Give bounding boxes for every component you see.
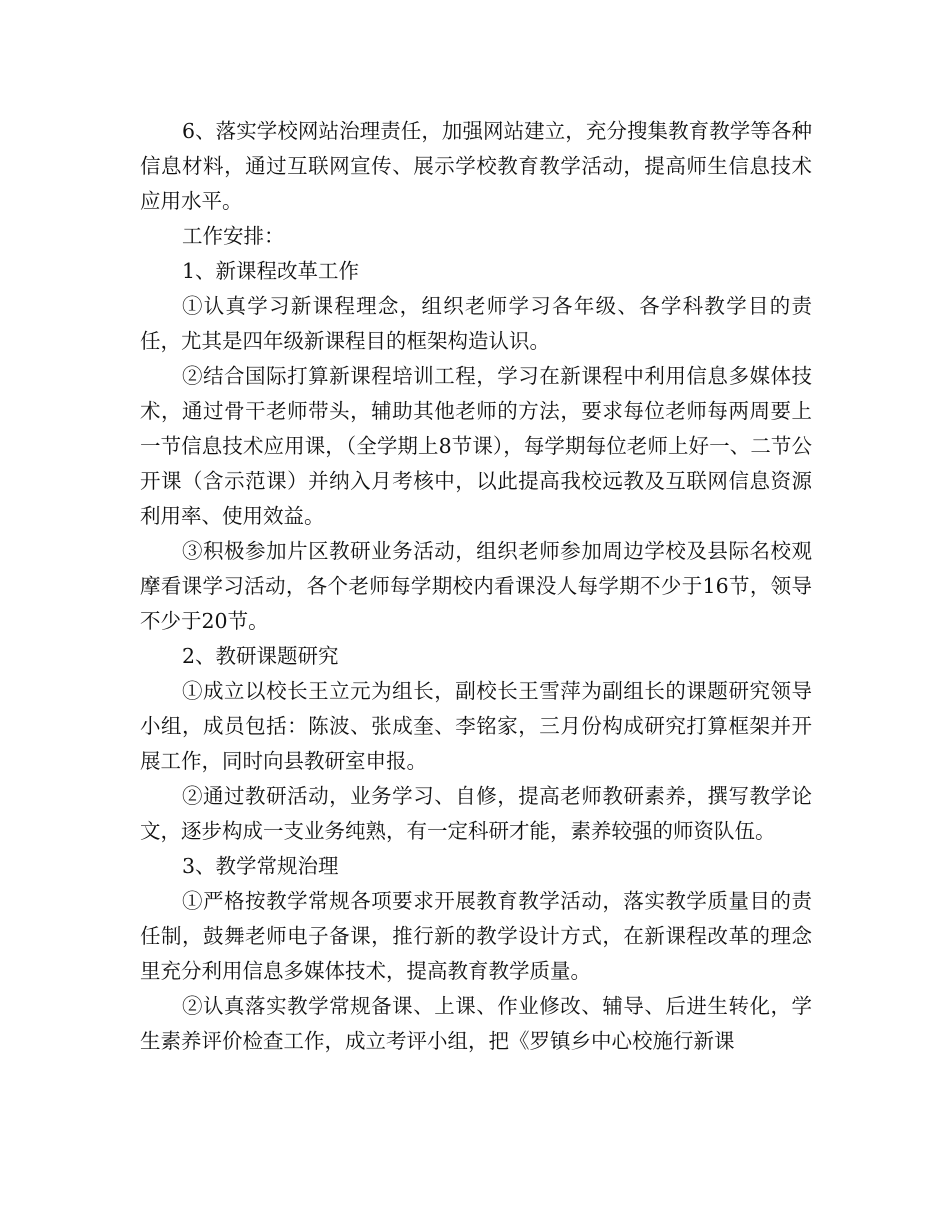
paragraph-teacher-development: ②通过教研活动，业务学习、自修，提高老师教研素养，撰写教学论文，逐步构成一支业务纯熟，有一定科研才能，素养较强的师资队伍。 <box>140 784 812 843</box>
paragraph-routine-inspection: ②认真落实教学常规备课、上课、作业修改、辅导、后进生转化，学生素养评价检查工作，成立考评小组，把《罗镇乡中心校施行新课 <box>140 994 812 1053</box>
heading-curriculum-reform: 1、新课程改革工作 <box>182 259 360 283</box>
paragraph-multimedia-training: ②结合国际打算新课程培训工程，学习在新课程中利用信息多媒体技术，通过骨干老师带头，辅助其他老师的方法，要求每位老师每两周要上一节信息技术应用课，（全学期上8节课），每学期每位老师上好一、二节公开课（含示范课）并纳入月考核中，以此提高我校远教及互联网信息资源利用率、使用效益。 <box>140 364 812 528</box>
document-page <box>140 114 812 1059</box>
paragraph-observation-classes: ③积极参加片区教研业务活动，组织老师参加周边学校及县际名校观摩看课学习活动，各个老师每学期校内看课没人每学期不少于16节，领导不少于20节。 <box>140 539 812 633</box>
paragraph-website-management: 6、落实学校网站治理责任，加强网站建立，充分搜集教育教学等各种信息材料，通过互联网宣传、展示学校教育教学活动，提高师生信息技术应用水平。 <box>140 119 812 213</box>
paragraph-curriculum-study: ①认真学习新课程理念，组织老师学习各年级、各学科教学目的责任，尤其是四年级新课程目的框架构造认识。 <box>140 294 812 353</box>
heading-work-arrangement: 工作安排： <box>182 224 285 248</box>
paragraph-research-group: ①成立以校长王立元为组长，副校长王雪萍为副组长的课题研究领导小组，成员包括：陈波、张成奎、李铭家，三月份构成研究打算框架并开展工作，同时向县教研室申报。 <box>140 679 812 773</box>
paragraph-quality-responsibility: ①严格按教学常规各项要求开展教育教学活动，落实教学质量目的责任制，鼓舞老师电子备课，推行新的教学设计方式，在新课程改革的理念里充分利用信息多媒体技术，提高教育教学质量。 <box>140 889 812 983</box>
heading-teaching-routine: 3、教学常规治理 <box>182 854 339 878</box>
heading-research-topics: 2、教研课题研究 <box>182 644 339 668</box>
